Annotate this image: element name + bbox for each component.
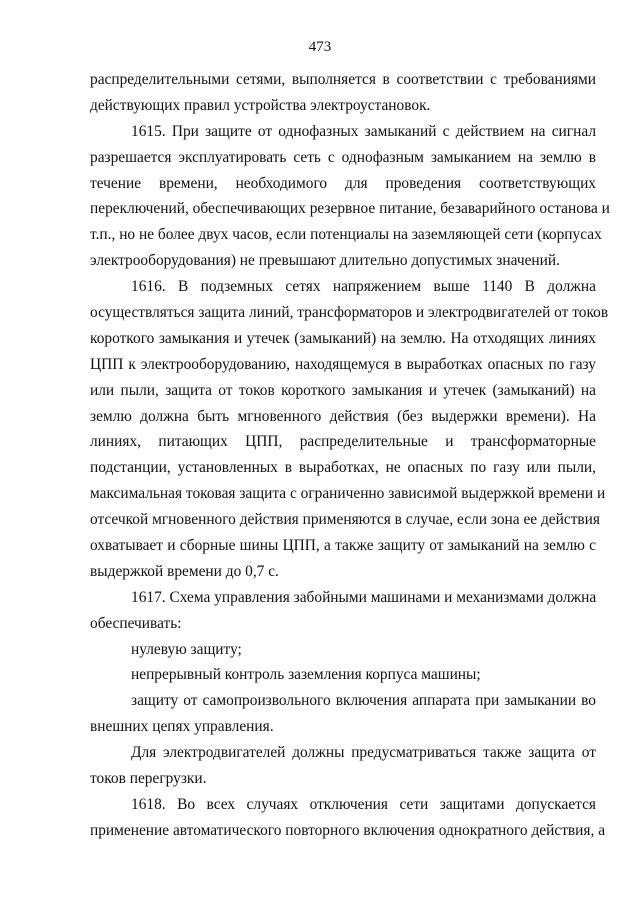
document-body	[90, 67, 610, 844]
text-line: действующих правил устройства электроустановок.	[90, 96, 431, 114]
text-line: короткого замыкания и утечек (замыканий) на землю. На отходящих линиях	[90, 329, 596, 347]
text-line: максимальная токовая защита с ограниченно зависимой выдержкой времени и	[90, 485, 606, 503]
text-line: линиях, питающих ЦПП, распределительные и трансформаторные	[90, 433, 596, 451]
text-line: 1616. В подземных сетях напряжением выше 1140 В должна	[131, 278, 596, 296]
text-line: разрешается эксплуатировать сеть с однофазным замыканием на землю в	[90, 148, 596, 166]
text-line: токов перегрузки.	[90, 770, 207, 788]
text-line: т.п., но не более двух часов, если потенциалы на заземляющей сети (корпусах	[90, 226, 602, 244]
text-line: подстанции, установленных в выработках, не опасных по газу или пыли,	[90, 459, 596, 477]
text-line: распределительными сетями, выполняется в соответствии с требованиями	[90, 71, 596, 88]
text-line: 1618. Во всех случаях отключения сети защитами допускается	[131, 795, 596, 813]
text-line: отсечкой мгновенного действия применяются в случае, если зона ее действия	[90, 511, 601, 529]
text-line: защиту от самопроизвольного включения аппарата при замыкании во	[131, 692, 596, 710]
page-number: 473	[308, 39, 332, 55]
text-line: 1617. Схема управления забойными машинами и механизмами должна	[131, 588, 597, 606]
text-line: Для электродвигателей должны предусматриваться также защита от	[131, 744, 596, 762]
text-line: электрооборудования) не превышают длительно допустимых значений.	[90, 252, 560, 270]
text-line: 1615. При защите от однофазных замыканий с действием на сигнал	[131, 122, 596, 140]
text-line: землю должна быть мгновенного действия (без выдержки времени). На	[90, 407, 596, 425]
text-line: внешних цепях управления.	[90, 718, 274, 736]
text-line: нулевую защиту;	[131, 640, 242, 658]
text-line: охватывает и сборные шины ЦПП, а также защиту от замыканий на землю с	[90, 537, 596, 555]
text-line: осуществляться защита линий, трансформаторов и электродвигателей от токов	[90, 304, 609, 322]
text-line: ЦПП к электрооборудованию, находящемуся в выработках опасных по газу	[90, 355, 596, 373]
text-line: обеспечивать:	[90, 614, 182, 632]
text-line: или пыли, защита от токов короткого замыкания и утечек (замыканий) на	[90, 381, 596, 399]
text-line: переключений, обеспечивающих резервное питание, безаварийного останова и	[90, 200, 610, 218]
text-line: течение времени, необходимого для проведения соответствующих	[90, 174, 596, 192]
text-line: применение автоматического повторного включения однократного действия, а	[90, 821, 606, 839]
text-line: непрерывный контроль заземления корпуса машины;	[131, 666, 481, 684]
text-line: выдержкой времени до 0,7 с.	[90, 562, 279, 580]
